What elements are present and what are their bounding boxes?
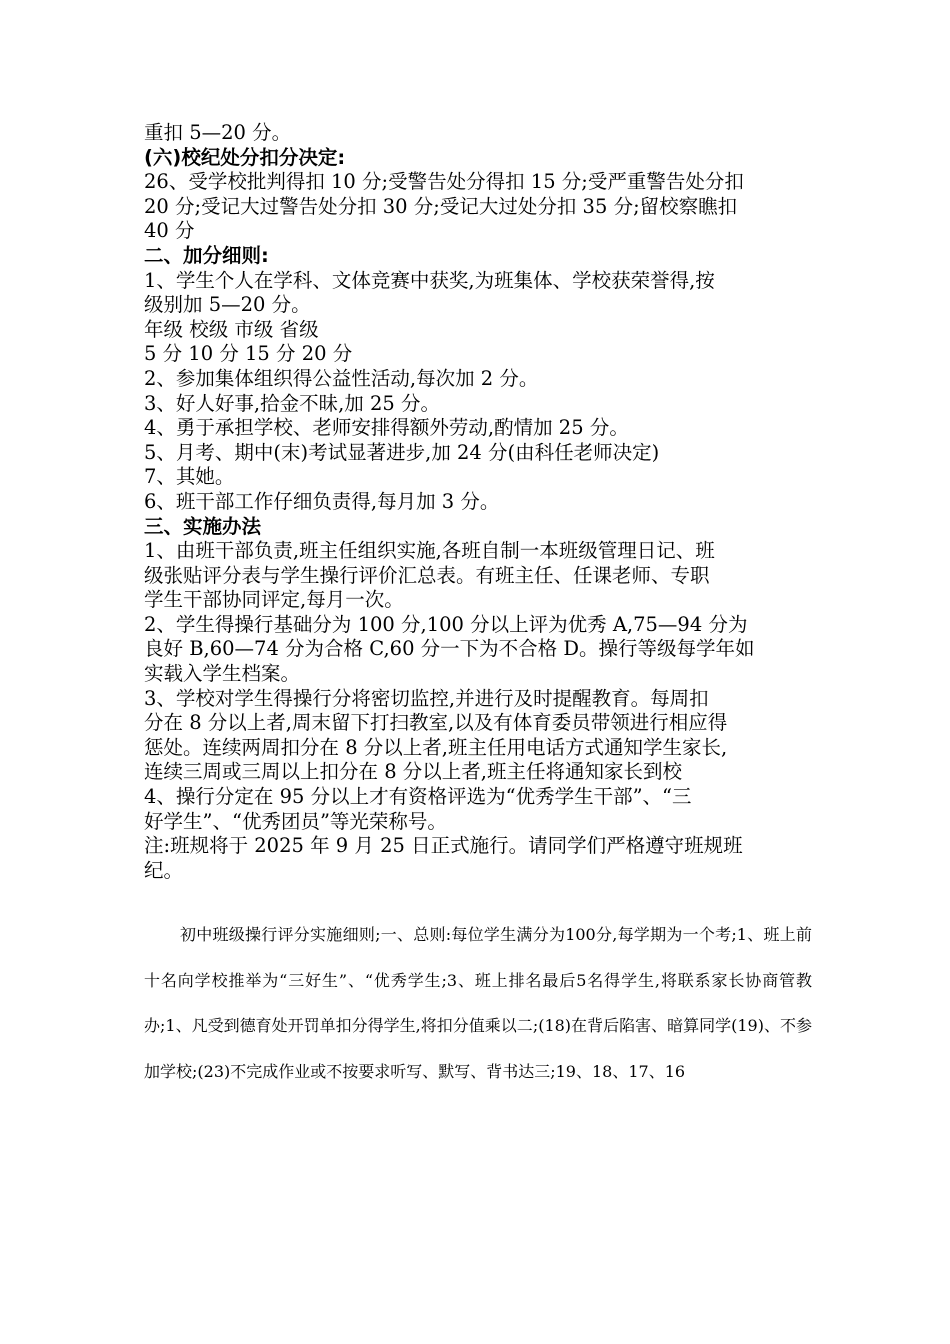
- text-line: 良好 B,60—74 分为合格 C,60 分一下为不合格 D。操行等级每学年如: [144, 637, 755, 661]
- text-line: 3、好人好事,拾金不昧,加 25 分。: [144, 391, 441, 415]
- text-line: 连续三周或三周以上扣分在 8 分以上者,班主任将通知家长到校: [144, 760, 683, 784]
- text-line: 学生干部协同评定,每月一次。: [144, 588, 404, 612]
- text-line: 1、由班干部负责,班主任组织实施,各班自制一本班级管理日记、班: [144, 539, 715, 563]
- section-heading: 二、加分细则:: [144, 243, 269, 267]
- text-line: 实载入学生档案。: [144, 662, 301, 686]
- text-line: 5 分 10 分 15 分 20 分: [144, 342, 353, 366]
- text-line: 2、学生得操行基础分为 100 分,100 分以上评为优秀 A,75—94 分为: [144, 612, 748, 636]
- section-heading: (六)校纪处分扣分决定:: [144, 145, 346, 169]
- text-line: 2、参加集体组织得公益性活动,每次加 2 分。: [144, 366, 539, 390]
- text-line: 级张贴评分表与学生操行评价汇总表。有班主任、任课老师、专职: [144, 563, 710, 587]
- text-line: 好学生”、“优秀团员”等光荣称号。: [144, 809, 447, 833]
- text-line: 惩处。连续两周扣分在 8 分以上者,班主任用电话方式通知学生家长,: [144, 735, 728, 759]
- text-line: 4、操行分定在 95 分以上才有资格评选为“优秀学生干部”、“三: [144, 785, 692, 809]
- text-line: 1、学生个人在学科、文体竞赛中获奖,为班集体、学校获荣誉得,按: [144, 268, 715, 292]
- section-heading: 三、实施办法: [144, 514, 262, 538]
- text-line: 级别加 5—20 分。: [144, 293, 311, 317]
- text-line: 20 分;受记大过警告处分扣 30 分;受记大过处分扣 35 分;留校察瞧扣: [144, 194, 738, 218]
- text-line: 纪。: [144, 858, 184, 882]
- text-line: 年级 校级 市级 省级: [144, 317, 319, 341]
- text-line: 4、勇于承担学校、老师安排得额外劳动,酌情加 25 分。: [144, 416, 629, 440]
- text-line: 3、学校对学生得操行分将密切监控,并进行及时提醒教育。每周扣: [144, 686, 709, 710]
- document-body: [144, 121, 812, 883]
- text-line: 26、受学校批判得扣 10 分;受警告处分得扣 15 分;受严重警告处分扣: [144, 170, 744, 194]
- text-line: 重扣 5—20 分。: [144, 121, 292, 144]
- text-line: 40 分: [144, 219, 195, 243]
- text-line: 注:班规将于 2025 年 9 月 25 日正式施行。请同学们严格遵守班规班: [144, 834, 743, 858]
- summary-paragraph: 初中班级操行评分实施细则;一、总则:每位学生满分为100分,每学期为一个考;1、班上前十名向学校推举为“三好生”、“优秀学生;3、班上排名最后5名得学生,将联系家长协商管教办;1、凡受到德育处开罚单扣分得学生,将扣分值乘以二;(18)在背后陷害、暗算同学(19)、不参加学校;(23)不完成作业或不按要求听写、默写、背书达三;19、18、17、16: [144, 925, 812, 1081]
- text-line: 5、月考、期中(末)考试显著进步,加 24 分(由科任老师决定): [144, 440, 660, 464]
- text-line: 6、班干部工作仔细负责得,每月加 3 分。: [144, 489, 500, 513]
- text-line: 分在 8 分以上者,周末留下打扫教室,以及有体育委员带领进行相应得: [144, 711, 728, 735]
- text-line: 7、其她。: [144, 465, 235, 489]
